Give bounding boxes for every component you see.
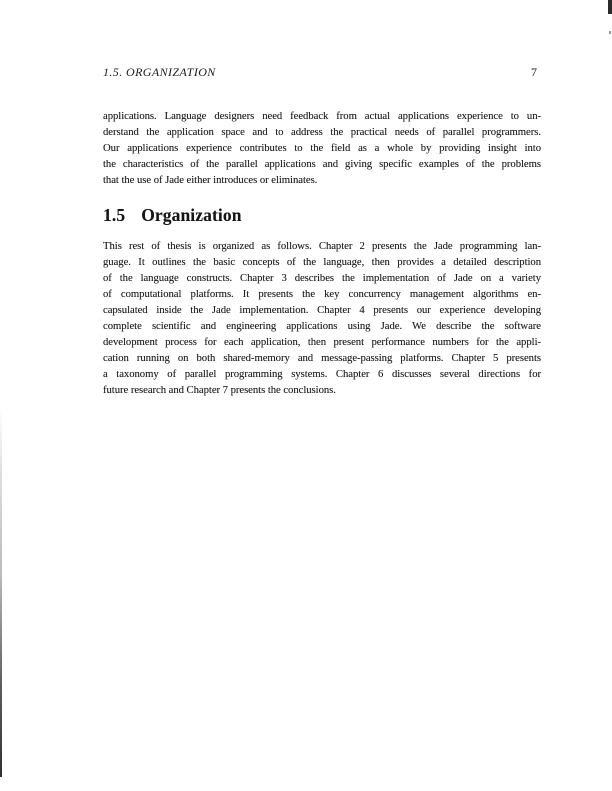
text-line: Our applications experience contributes to the field as a whole by providing insight into [103, 142, 541, 154]
scan-artifact-top-right [608, 0, 612, 14]
text-line: the characteristics of the parallel applications and giving specific examples of the problems [103, 158, 541, 170]
text-line: that the use of Jade either introduces or eliminates. [103, 174, 318, 186]
text-line: a taxonomy of parallel programming systems. Chapter 6 discusses several directions for [103, 368, 541, 380]
running-header-title: 1.5. ORGANIZATION [103, 65, 216, 79]
running-header [103, 64, 541, 80]
text-line: cation running on both shared-memory and message-passing platforms. Chapter 5 presents [103, 352, 541, 364]
scan-artifact-top-right-tick [609, 31, 611, 34]
text-line: future research and Chapter 7 presents the conclusions. [103, 384, 336, 396]
page-number: 7 [531, 65, 537, 79]
body-paragraph [103, 238, 541, 398]
text-line: development process for each application, then present performance numbers for the appli- [103, 336, 541, 348]
text-line: of computational platforms. It presents the key concurrency management algorithms en- [103, 288, 541, 300]
text-line: of the language constructs. Chapter 3 describes the implementation of Jade on a variety [103, 272, 541, 284]
text-line: This rest of thesis is organized as follows. Chapter 2 presents the Jade programming lan- [103, 240, 541, 252]
text-line: capsulated inside the Jade implementation. Chapter 4 presents our experience developing [103, 304, 541, 316]
text-line: applications. Language designers need feedback from actual applications experience to un- [103, 110, 541, 122]
section-title: Organization [141, 205, 242, 225]
text-line: guage. It outlines the basic concepts of the language, then provides a detailed description [103, 256, 541, 268]
section-number: 1.5 [103, 205, 126, 225]
text-line: derstand the application space and to address the practical needs of parallel programmers. [103, 126, 541, 138]
intro-paragraph [103, 108, 541, 188]
text-line: complete scientific and engineering applications using Jade. We describe the software [103, 320, 541, 332]
scan-artifact-left-edge-line [0, 408, 2, 777]
section-heading [103, 202, 242, 228]
